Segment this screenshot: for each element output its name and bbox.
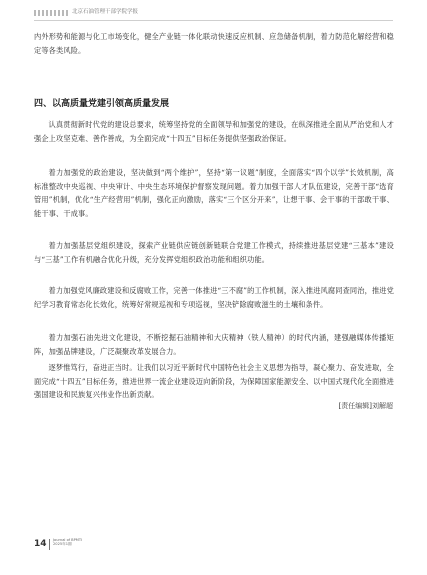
- footer-issue: 2025年1期: [53, 542, 72, 547]
- responsible-editor: [责任编辑]刘解超: [338, 402, 393, 410]
- body-paragraph-4: 着力加强党风廉政建设和反腐败工作，完善一体推进“三不腐”的工作机制，深入推进风腐同查同治，推进党纪学习教育常态化长效化，统筹好常规巡视和专项巡视，坚决铲除腐败滋生的土壤和条件。: [34, 286, 394, 309]
- body-paragraph-6: 逐梦惟笃行，奋进正当时。让我们以习近平新时代中国特色社会主义思想为指导，凝心聚力、奋发进取，全面完成“十四五”目标任务，推进世界一流企业建设迈向新阶段，为保障国家能源安全、以中国式现代化全面推进强国建设和民族复兴伟业作出新贡献。: [34, 363, 394, 400]
- footer-journal-en: Journal of BPMTI: [53, 538, 83, 542]
- page-number: 14: [34, 539, 47, 549]
- header-divider: [34, 20, 393, 21]
- intro-paragraph: 内外形势和能源与化工市场变化，健全产业链一体化联动快速反应机制、应急储备机制，着力防范化解经营和稳定等各类风险。: [34, 32, 394, 55]
- journal-name: 北京石油管理干部学院学报: [72, 9, 139, 15]
- body-paragraph-2: 着力加强党的政治建设，坚决做到“两个维护”，坚持“第一议题”制度，全面落实“四个以学”长效机制，高标准整改中央巡视、中央审计、中央生态环境保护督察发现问题。着力加强干部人才队伍建设，完善干部“选育管用”机制，优化“生产经营用”机制，强化正向激励，落实“三个区分开来”，让想干事、会干事的干部敢干事、能干事、干成事。: [34, 168, 394, 218]
- footer-journal-info: [53, 538, 82, 547]
- section-heading: 四、以高质量党建引领高质量发展: [34, 99, 170, 109]
- body-paragraph-1: 认真贯彻新时代党的建设总要求，统筹坚持党的全面领导和加强党的建设，在纵深推进全面从严治党和人才强企上攻坚克难、善作善成，为全面完成“十四五”目标任务提供坚强政治保证。: [34, 120, 394, 143]
- header-stripe-decoration: [34, 10, 68, 16]
- body-paragraph-5: 着力加强石油先进文化建设，不断挖掘石油精神和大庆精神（铁人精神）的时代内涵，建强融媒体传播矩阵，加强品牌建设，广泛凝聚改革发展合力。: [34, 333, 394, 356]
- running-header: [0, 0, 427, 22]
- body-paragraph-3: 着力加强基层党组织建设，探索产业链供应链创新链联合党建工作模式，持续推进基层党建“三基本”建设与“三基”工作有机融合优化升级，充分发挥党组织政治功能和组织功能。: [34, 241, 394, 264]
- footer-divider: [49, 539, 50, 550]
